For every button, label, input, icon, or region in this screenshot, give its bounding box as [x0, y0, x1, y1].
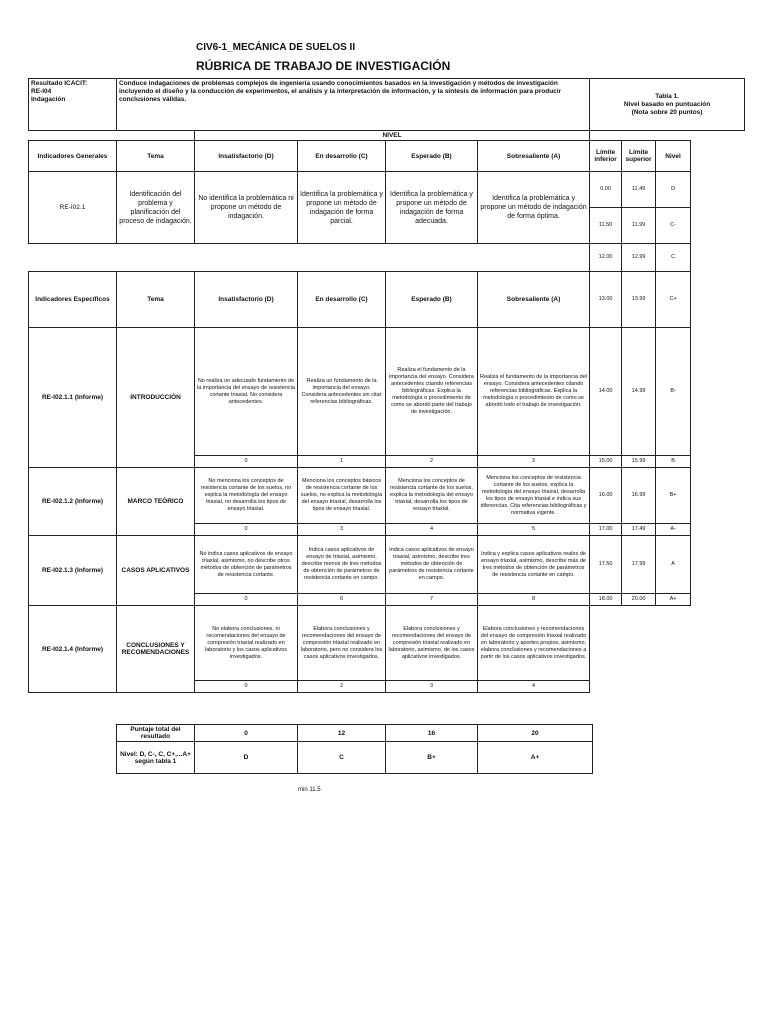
header-nivel: Nivel: [656, 141, 691, 172]
score: 3: [386, 681, 478, 693]
score: 1: [298, 456, 386, 468]
nivel-value: C: [298, 742, 386, 774]
indicator-code: RE-I02.1.3 (Informe): [29, 536, 117, 606]
indicator-sobresaliente: Menciona los conceptos de resistencia cortante de los suelos, explica la metodología del ensayo triaxial, desarrolla los tipos de ensayo triaxial e indica sus diferencias. Cita referencias bibliográficas y normativa vigente.: [478, 468, 590, 524]
general-insat: No identifica la problemática ni propone un método de indagación.: [195, 172, 298, 244]
scale-inf: 17.00: [590, 524, 622, 536]
indicator-desarrollo: Elabora conclusiones y recomendaciones del ensayo de compresión triaxial realizado en laboratorio, pero no considera los casos aplicativos investigados.: [298, 606, 386, 681]
indicator-sobresaliente: Elabora conclusiones y recomendaciones del ensayo de compresión triaxial realizado en laboratorio y aportes propios, asimismo, elabora conclusiones y recomendaciones a partir de los casos aplicativos investigados.: [478, 606, 590, 681]
puntaje-value: 0: [195, 725, 298, 742]
footnote: min 11.5: [298, 787, 321, 793]
indicator-insat: No realiza un adecuado fundamento de la importancia del ensayo de resistencia cortante triaxial. No considera antecedentes.: [195, 328, 298, 456]
header-en-desarrollo: En desarrollo (C): [298, 141, 386, 172]
indicator-sobresaliente: Realiza el fundamento de la importancia del ensayo. Considera antecedentes citando referencias bibliográficas. Explica la metodología o procedimiento de como se abordó todo el trabajo de investigación.: [478, 328, 590, 456]
table-ref-title: Tabla 1.: [655, 92, 679, 100]
indicator-tema: MARCO TEÓRICO: [117, 468, 195, 536]
score: 4: [478, 681, 590, 693]
scale-sup: 15.99: [622, 456, 656, 468]
scale-nivel: B-: [656, 328, 691, 456]
general-sobresaliente: Identifica la problemática y propone un método de indagación de forma óptima.: [478, 172, 590, 244]
score: 8: [478, 594, 590, 606]
header-insatisfactorio: Insatisfactorio (D): [195, 141, 298, 172]
scale-nivel: A+: [656, 594, 691, 606]
indicator-desarrollo: Menciona los conceptos básicos de resistencia cortante de los suelos, no explica la metodología del ensayo triaxial, desarrolla los tipos de ensayo triaxial.: [298, 468, 386, 524]
indicator-row: [29, 328, 745, 456]
header-tema: Tema: [117, 272, 195, 328]
header-indicadores-especificos: Indicadores Específicos: [29, 272, 117, 328]
scale-sup: 12.99: [622, 244, 656, 272]
scale-nivel: D: [656, 172, 691, 208]
score: 5: [478, 524, 590, 536]
summary-table: [116, 724, 593, 774]
puntaje-label: Puntaje total del resultado: [117, 725, 195, 742]
scale-sup: 11.49: [622, 172, 656, 208]
indicator-row: [29, 536, 745, 594]
indicator-row: [29, 468, 745, 524]
general-desarrollo: Identifica la problemática y propone un método de indagación de forma parcial.: [298, 172, 386, 244]
score: 2: [298, 681, 386, 693]
scale-nivel: B: [656, 456, 691, 468]
scale-sup: 16.99: [622, 468, 656, 524]
scale-inf: 18.00: [590, 594, 622, 606]
score: 3: [298, 524, 386, 536]
indicator-sobresaliente: Indica y explica casos aplicativos reales de ensayo triaxial, asimismo, describe más de tres métodos de obtención de parámetros de resistencia cortante en campo.: [478, 536, 590, 594]
scale-sup: 13.99: [622, 272, 656, 328]
header-sobresaliente: Sobresaliente (A): [478, 141, 590, 172]
scale-sup: 17.49: [622, 524, 656, 536]
course-title: CIV6-1_MECÁNICA DE SUELOS II: [196, 42, 356, 53]
general-indicator-row: [29, 172, 745, 208]
score: 2: [386, 456, 478, 468]
indicator-desarrollo: Indica casos aplicativos de ensayo de triaxial, asimismo, describe menos de tres métodos de obtención de parámetros de resistencia cortante en campo.: [298, 536, 386, 594]
scale-inf: 17.50: [590, 536, 622, 594]
puntaje-row: [117, 725, 593, 742]
nivel-summary-label: Nivel: D, C-, C, C+,...A+ según tabla 1: [117, 742, 195, 774]
scale-nivel: C-: [656, 208, 691, 244]
header-limite-superior: Límite superior: [622, 141, 656, 172]
scale-inf: 14.00: [590, 328, 622, 456]
indicator-esperado: Realiza el fundamento de la importancia del ensayo. Considera antecedentes citando referencias bibliográficas. Explica la metodología o procedimiento de como se abordó parte del trabajo de investigación.: [386, 328, 478, 456]
specific-header-row: [29, 272, 745, 328]
indicator-code: RE-I02.1.1 (Informe): [29, 328, 117, 468]
scale-nivel: A-: [656, 524, 691, 536]
indicator-tema: CONCLUSIONES Y RECOMENDACIONES: [117, 606, 195, 693]
puntaje-value: 12: [298, 725, 386, 742]
indicator-insat: No menciona los conceptos de resistencia cortante de los suelos, no explica la metodología del ensayo triaxial, no desarrolla los tipos de ensayo triaxial.: [195, 468, 298, 524]
general-code: RE-I02.1: [29, 172, 117, 244]
scale-inf: 12.00: [590, 244, 622, 272]
result-id: [29, 79, 117, 131]
header-limite-inferior: Límite inferior: [590, 141, 622, 172]
score: 6: [298, 594, 386, 606]
scale-inf: 16.00: [590, 468, 622, 524]
header-tema: Tema: [117, 141, 195, 172]
scale-inf: 11.50: [590, 208, 622, 244]
table-ref-note: (Nota sobre 20 puntos): [631, 108, 703, 116]
score: 0: [195, 594, 298, 606]
result-label: Resultado ICACIT:: [31, 80, 88, 87]
header-sobresaliente: Sobresaliente (A): [478, 272, 590, 328]
general-tema: Identificación del problema y planificación del proceso de indagación.: [117, 172, 195, 244]
scale-inf: 13.00: [590, 272, 622, 328]
score: 7: [386, 594, 478, 606]
nivel-label: NIVEL: [195, 131, 590, 141]
table-reference: [590, 79, 745, 131]
scale-sup: 11.99: [622, 208, 656, 244]
indicator-code: RE-I02.1.2 (Informe): [29, 468, 117, 536]
indicator-insat: No elabora conclusiones, ni recomendaciones del ensayo de compresión triaxial realizado en laboratorio y los casos aplicativos investigados.: [195, 606, 298, 681]
nivel-value: B+: [386, 742, 478, 774]
header-indicadores-generales: Indicadores Generales: [29, 141, 117, 172]
indicator-esperado: Elabora conclusiones y recomendaciones del ensayo de compresión triaxial realizado en laboratorio, asimismo, de los casos aplicativos investigados.: [386, 606, 478, 681]
score: 4: [386, 524, 478, 536]
indicator-tema: CASOS APLICATIVOS: [117, 536, 195, 606]
header-esperado: Esperado (B): [386, 272, 478, 328]
result-name: Indagación: [31, 96, 66, 103]
result-description: Conduce indagaciones de problemas complejos de ingeniería usando conocimientos basados en la investigación y métodos de investigación incluyendo el diseño y la conducción de experimentos, el análisis y la interpretación de información, y la síntesis de información para producir conclusiones válidas.: [117, 79, 590, 131]
puntaje-value: 16: [386, 725, 478, 742]
scale-nivel: C+: [656, 272, 691, 328]
indicator-desarrollo: Realiza un fundamento de la importancia del ensayo. Considera antecedentes sin citar referencias bibliográficas.: [298, 328, 386, 456]
indicator-tema: INTRODUCCIÓN: [117, 328, 195, 468]
scale-nivel: B+: [656, 468, 691, 524]
scale-sup: 20.00: [622, 594, 656, 606]
nivel-value: D: [195, 742, 298, 774]
score: 3: [478, 456, 590, 468]
header-en-desarrollo: En desarrollo (C): [298, 272, 386, 328]
score: 0: [195, 456, 298, 468]
scale-inf: 0.00: [590, 172, 622, 208]
nivel-value: A+: [478, 742, 593, 774]
puntaje-value: 20: [478, 725, 593, 742]
result-code: RE-I04: [31, 88, 52, 95]
table-ref-subtitle: Nivel basado en puntuación: [623, 100, 711, 108]
indicator-code: RE-I02.1.4 (Informe): [29, 606, 117, 693]
rubric-title: RÚBRICA DE TRABAJO DE INVESTIGACIÓN: [196, 59, 451, 73]
scale-inf: 15.00: [590, 456, 622, 468]
indicator-insat: No indica casos aplicativos de ensayo triaxial, asimismo, no describe otros métodos de obtención de parámetros de resistencia cortante.: [195, 536, 298, 594]
header-esperado: Esperado (B): [386, 141, 478, 172]
indicator-esperado: Indica casos aplicativos de ensayo triaxial, asimismo, describe tres métodos de obtención de parámetros de resistencia cortante en campo.: [386, 536, 478, 594]
general-header-row: [29, 141, 745, 172]
nivel-row: [117, 742, 593, 774]
general-esperado: Identifica la problemática y propone un método de indagación de forma adecuada.: [386, 172, 478, 244]
scale-sup: 14.99: [622, 328, 656, 456]
score: 0: [195, 681, 298, 693]
rubric-table: [28, 78, 745, 693]
scale-nivel: C: [656, 244, 691, 272]
scale-nivel: A: [656, 536, 691, 594]
score: 0: [195, 524, 298, 536]
scale-sup: 17.99: [622, 536, 656, 594]
indicator-row: [29, 606, 745, 681]
header-insatisfactorio: Insatisfactorio (D): [195, 272, 298, 328]
indicator-esperado: Menciona los conceptos de resistencia cortante de los suelos, explica la metodología del ensayo triaxial, desarrolla los tipos de ensayo triaxial.: [386, 468, 478, 524]
